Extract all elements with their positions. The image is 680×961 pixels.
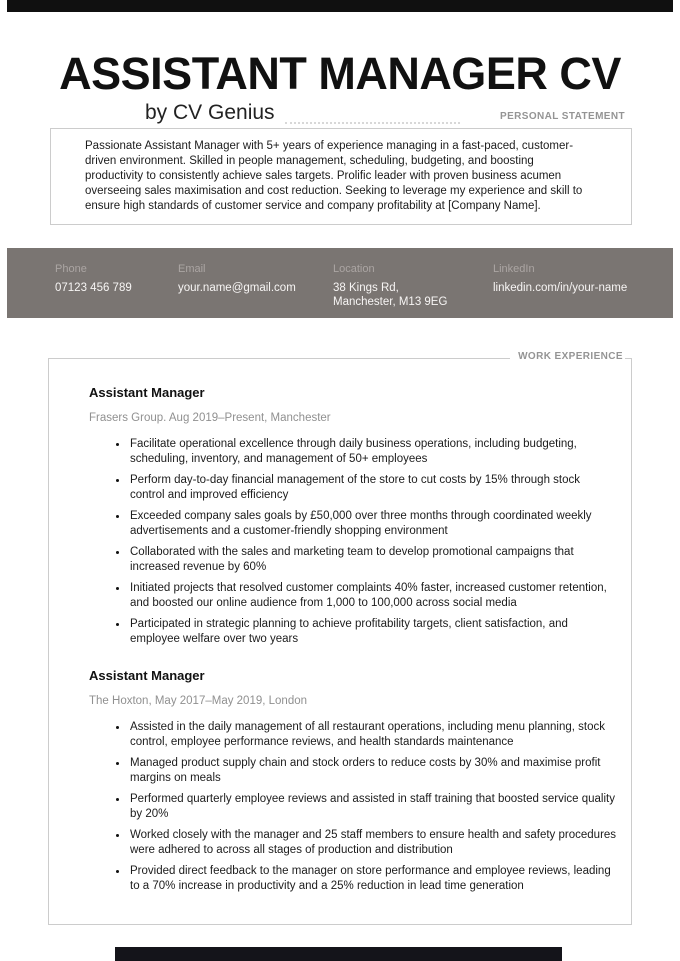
contact-location-label: Location <box>333 263 375 275</box>
job-bullet: • Participated in strategic planning to achieve profitability targets, client satisfaction, and employee welfare over two years <box>128 617 617 647</box>
job-bullet: • Worked closely with the manager and 25 staff members to ensure health and safety procedures were adhered to across all stages of production and distribution <box>128 828 617 858</box>
job-title: Assistant Manager <box>89 668 205 683</box>
contact-location-value <box>333 281 447 309</box>
job-bullet: • Collaborated with the sales and marketing team to develop promotional campaigns that increased revenue by 60% <box>128 545 617 575</box>
contact-email-value: your.name@gmail.com <box>178 282 296 294</box>
job-bullet-list <box>89 437 617 647</box>
job-bullet: • Provided direct feedback to the manager on store performance and employee reviews, leading to a 70% increase in productivity and a 25% reduction in lead time generation <box>128 864 617 894</box>
job-entry-1 <box>89 385 617 647</box>
byline: by CV Genius <box>145 101 275 124</box>
contact-phone-value: 07123 456 789 <box>55 282 132 294</box>
job-bullet: • Performed quarterly employee reviews and assisted in staff training that boosted service quality by 20% <box>128 792 617 822</box>
job-bullet: • Exceeded company sales goals by £50,000 over three months through coordinated weekly advertisements and a customer-friendly shopping environment <box>128 509 617 539</box>
contact-phone-label: Phone <box>55 263 87 275</box>
personal-statement-box <box>50 128 632 225</box>
job-meta: Frasers Group. Aug 2019–Present, Manchester <box>89 412 331 424</box>
job-entry-2 <box>89 668 617 894</box>
job-title: Assistant Manager <box>89 385 205 400</box>
contact-bar <box>7 248 673 318</box>
personal-statement-text: Passionate Assistant Manager with 5+ years of experience managing in a fast-paced, customer-driven environment. Skilled in people management, scheduling, budgeting, and boosting productivity to consistently achieve sales targets. Prolific leader with proven business acumen overseeing sales maximisation and cost reduction. Seeking to leverage my experience and skill to ensure high standards of customer service and company profitability at [Company Name]. <box>85 140 583 212</box>
contact-phone <box>55 263 132 295</box>
page-title: ASSISTANT MANAGER CV <box>59 48 621 99</box>
contact-linkedin-value: linkedin.com/in/your-name <box>493 282 628 294</box>
work-experience-box <box>48 358 632 925</box>
job-bullet: • Managed product supply chain and stock orders to reduce costs by 30% and maximise profit margins on meals <box>128 756 617 786</box>
work-experience-label: WORK EXPERIENCE <box>510 351 625 365</box>
next-page-accent-bar <box>115 947 562 961</box>
job-bullet-list <box>89 720 617 894</box>
contact-email <box>178 263 296 295</box>
top-accent-bar <box>7 0 673 12</box>
contact-linkedin-label: LinkedIn <box>493 263 535 275</box>
contact-location <box>333 263 447 309</box>
job-bullet: • Assisted in the daily management of all restaurant operations, including menu planning, stock control, employee performance reviews, and health standards maintenance <box>128 720 617 750</box>
personal-statement-label: PERSONAL STATEMENT <box>500 111 625 122</box>
job-bullet: • Facilitate operational excellence through daily business operations, including budgeting, scheduling, inventory, and management of 50+ employees <box>128 437 617 467</box>
contact-email-label: Email <box>178 263 206 275</box>
contact-linkedin <box>493 263 627 295</box>
contact-location-line2: Manchester, M13 9EG <box>333 296 448 308</box>
job-bullet: • Perform day-to-day financial management of the store to cut costs by 15% through stock control and improved efficiency <box>128 473 617 503</box>
job-bullet: • Initiated projects that resolved customer complaints 40% faster, increased customer retention, and boosted our online audience from 1,000 to 100,000 across social media <box>128 581 617 611</box>
job-meta: The Hoxton, May 2017–May 2019, London <box>89 695 308 707</box>
byline-divider-line <box>285 122 460 124</box>
contact-location-line1: 38 Kings Rd, <box>333 282 399 294</box>
